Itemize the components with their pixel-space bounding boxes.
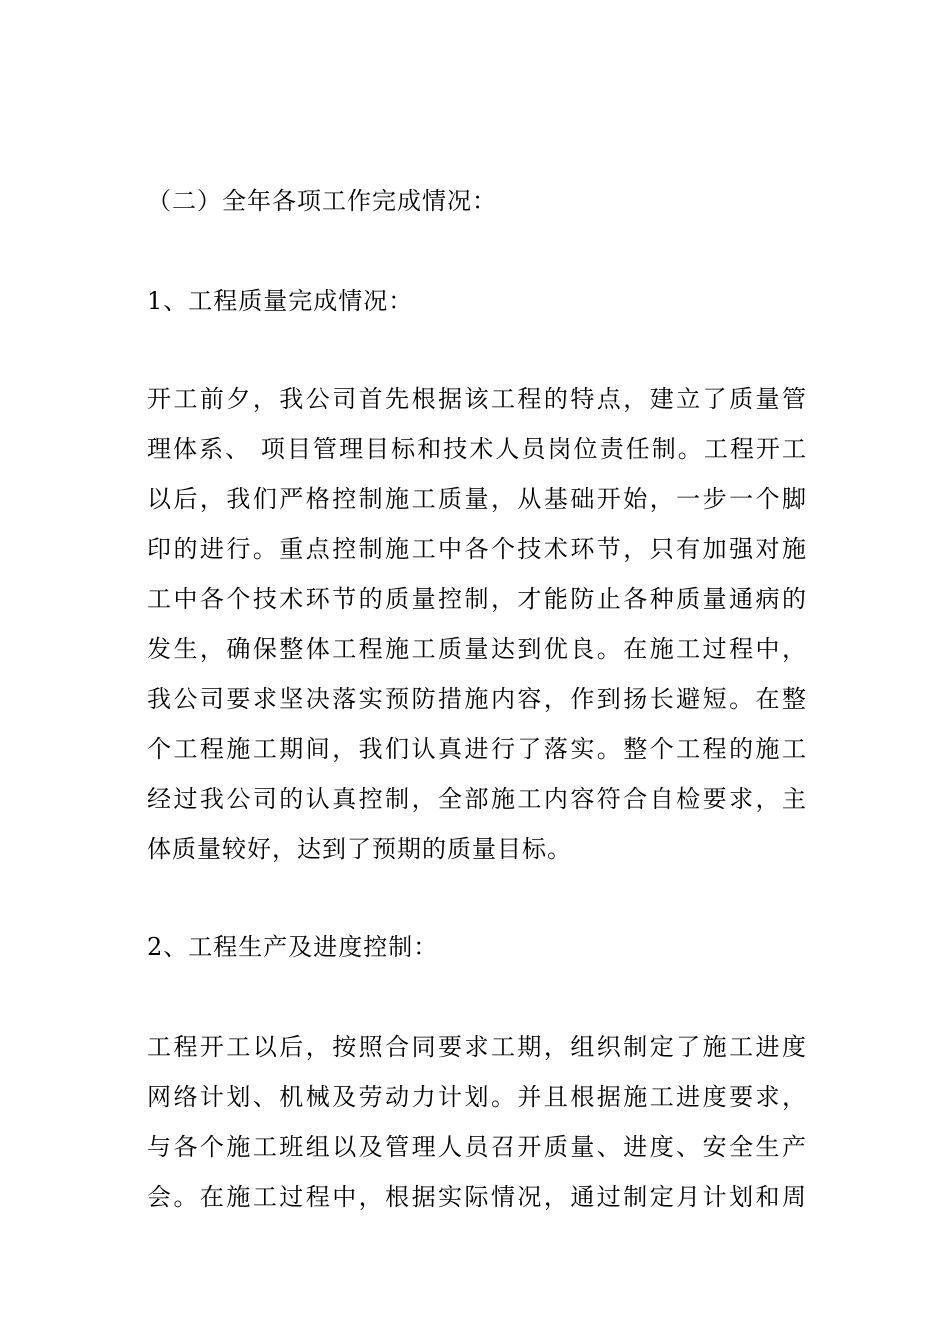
paragraph-line: 网络计划、机械及劳动力计划。并且根据施工进度要求，: [147, 1083, 807, 1111]
paragraph-quality: [147, 382, 807, 882]
paragraph-line: 我公司要求坚决落实预防措施内容，作到扬长避短。在整: [147, 685, 807, 713]
paragraph-line: 经过我公司的认真控制，全部施工内容符合自检要求，主: [147, 785, 807, 813]
paragraph-line: 工中各个技术环节的质量控制，才能防止各种质量通病的: [147, 585, 807, 613]
paragraph-line: 开工前夕，我公司首先根据该工程的特点，建立了质量管: [147, 385, 807, 413]
paragraph-line: 个工程施工期间，我们认真进行了落实。整个工程的施工: [147, 735, 807, 763]
paragraph-progress: [147, 1030, 807, 1230]
subsection-heading-quality: 1、工程质量完成情况：: [147, 287, 414, 315]
paragraph-line: 理体系、 项目管理目标和技术人员岗位责任制。工程开工: [147, 435, 807, 463]
paragraph-line: 印的进行。重点控制施工中各个技术环节，只有加强对施: [147, 535, 807, 563]
paragraph-line: 以后，我们严格控制施工质量，从基础开始，一步一个脚: [147, 485, 807, 513]
paragraph-line: 与各个施工班组以及管理人员召开质量、进度、安全生产: [147, 1133, 807, 1161]
paragraph-line: 体质量较好，达到了预期的质量目标。: [147, 835, 572, 863]
paragraph-line: 工程开工以后，按照合同要求工期，组织制定了施工进度: [147, 1033, 807, 1061]
paragraph-line: 会。在施工过程中，根据实际情况，通过制定月计划和周: [147, 1183, 807, 1211]
section-heading: （二）全年各项工作完成情况：: [147, 187, 497, 215]
subsection-heading-progress: 2、工程生产及进度控制：: [147, 933, 439, 961]
paragraph-line: 发生，确保整体工程施工质量达到优良。在施工过程中，: [147, 635, 807, 663]
